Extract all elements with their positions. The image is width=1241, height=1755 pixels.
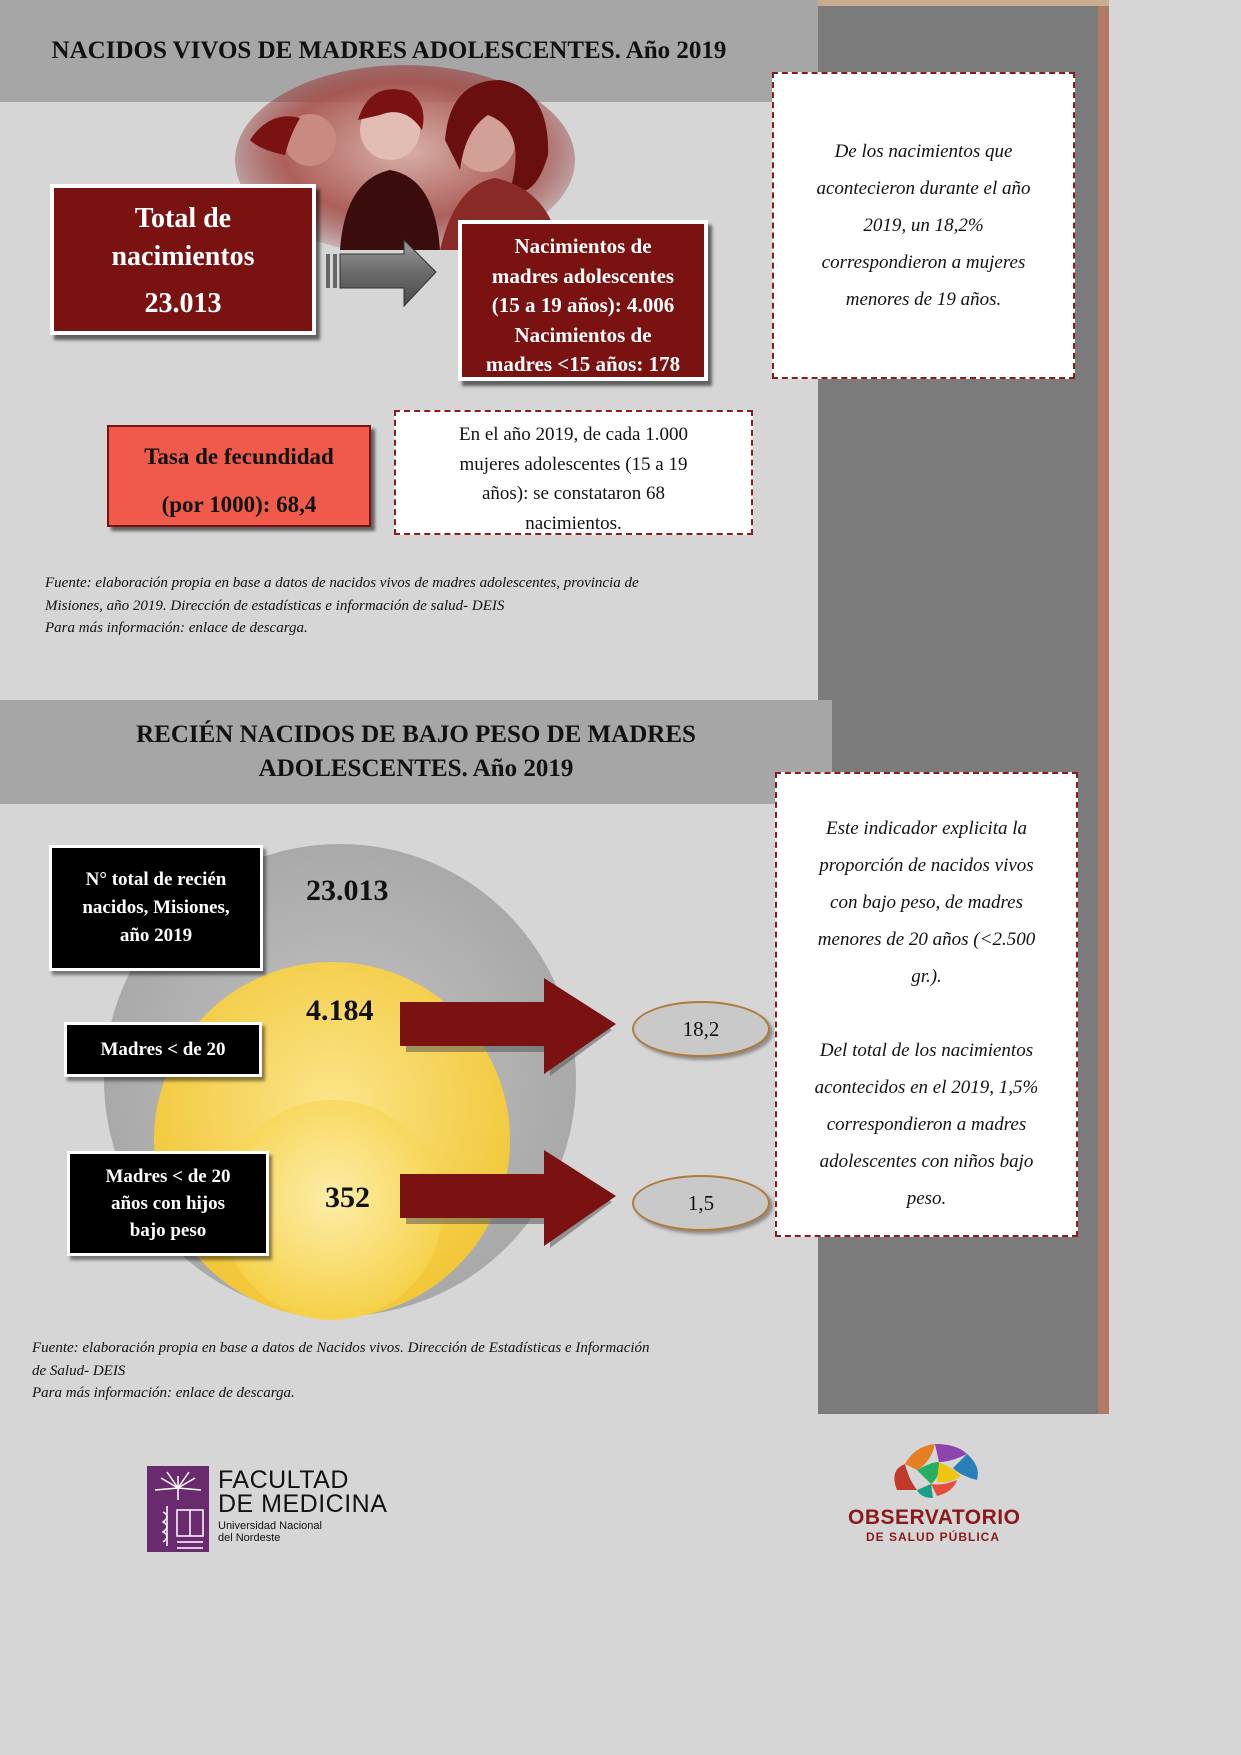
note-line: años): se constataron 68 <box>481 483 666 504</box>
note-line: nacimientos. <box>525 512 622 534</box>
note-line: correspondieron a mujeres <box>821 252 1026 273</box>
total-births-label: Total de <box>134 203 232 234</box>
note-line: acontecieron durante el año <box>816 178 1031 199</box>
note-line: menores de 20 años (<2.500 <box>817 929 1036 950</box>
faculty-university: del Nordeste <box>218 1532 281 1544</box>
note-line: Este indicador explicita la <box>825 818 1028 839</box>
faculty-name-line: DE MEDICINA <box>218 1490 388 1518</box>
source-line: Misiones, año 2019. Dirección de estadísticas e información de salud- DEIS <box>45 597 505 614</box>
total-births-label-2: nacimientos <box>111 241 255 272</box>
section1-source <box>45 572 805 640</box>
adolescent-births-box <box>458 220 708 381</box>
percent-oval: 1,5 <box>632 1175 770 1231</box>
note-line: correspondieron a madres <box>826 1114 1027 1135</box>
download-link[interactable]: Para más información: enlace de descarga. <box>45 620 308 636</box>
fertility-rate-value: (por 1000): 68,4 <box>161 492 317 517</box>
label-line: Madres < de 20 <box>105 1166 231 1187</box>
note-line: gr.). <box>911 966 942 987</box>
section2-note <box>775 772 1078 1237</box>
label-total-newborns <box>49 845 263 971</box>
section2-title-line: RECIÉN NACIDOS DE BAJO PESO DE MADRES <box>136 721 696 748</box>
right-arrow-icon <box>322 238 438 308</box>
faculty-name-line: FACULTAD <box>218 1466 349 1494</box>
note-line: acontecidos en el 2019, 1,5% <box>814 1077 1039 1098</box>
total-births-value: 23.013 <box>144 288 222 319</box>
right-edge-stripe <box>1098 0 1109 1414</box>
note-line: 2019, un 18,2% <box>863 215 984 236</box>
note-line: Del total de los nacimientos <box>819 1040 1034 1061</box>
adolescent-births-line: Nacimientos de <box>514 322 652 347</box>
observatorio-name <box>848 1506 1021 1544</box>
section2-title <box>0 700 832 804</box>
top-edge-stripe <box>818 0 1109 6</box>
value-mothers-under-20: 4.184 <box>306 994 374 1027</box>
note-line: En el año 2019, de cada 1.000 <box>459 424 688 445</box>
value-total-newborns: 23.013 <box>306 874 389 907</box>
source-line: Fuente: elaboración propia en base a datos de nacidos vivos de madres adolescentes, provincia de <box>45 575 639 591</box>
faculty-name <box>218 1468 387 1544</box>
section2-title-line: ADOLESCENTES. Año 2019 <box>258 755 574 782</box>
adolescent-births-line: madres adolescentes <box>491 263 675 288</box>
label-line: nacidos, Misiones, <box>82 897 230 918</box>
note-line: con bajo peso, de madres <box>830 892 1023 913</box>
label-line: bajo peso <box>129 1220 207 1241</box>
right-arrow-icon <box>400 1150 618 1250</box>
note-line: menores de 19 años. <box>845 289 1002 310</box>
label-line: N° total de recién <box>85 869 227 890</box>
right-arrow-icon <box>400 978 618 1078</box>
note-line: adolescentes con niños bajo <box>819 1151 1034 1172</box>
adolescent-births-line: madres <15 años: 178 <box>485 352 681 376</box>
faculty-university: Universidad Nacional <box>218 1520 322 1532</box>
section2-source <box>32 1337 812 1405</box>
observatorio-name-line: OBSERVATORIO <box>848 1506 1021 1529</box>
section1-title: NACIDOS VIVOS DE MADRES ADOLESCENTES. Año 2019 <box>0 0 818 102</box>
fertility-rate-box <box>107 425 371 527</box>
note-line: mujeres adolescentes (15 a 19 <box>459 453 688 475</box>
observatorio-subtitle: DE SALUD PÚBLICA <box>865 1530 1000 1544</box>
download-link[interactable]: Para más información: enlace de descarga. <box>32 1385 295 1401</box>
value-low-weight: 352 <box>325 1181 370 1214</box>
source-line: de Salud- DEIS <box>32 1362 126 1379</box>
note-line: proporción de nacidos vivos <box>819 855 1034 876</box>
label-low-weight <box>67 1151 269 1256</box>
section1-note <box>772 72 1075 379</box>
faculty-logo <box>147 1466 209 1552</box>
adolescent-births-line: Nacimientos de <box>514 234 652 258</box>
note-line: peso. <box>906 1188 947 1209</box>
adolescent-births-line: (15 a 19 años): 4.006 <box>491 293 675 317</box>
label-line: año 2019 <box>119 925 193 946</box>
label-mothers-under-20: Madres < de 20 <box>64 1022 262 1077</box>
fertility-rate-label: Tasa de fecundidad <box>144 444 334 469</box>
fertility-rate-note <box>394 410 753 535</box>
label-line: años con hijos <box>110 1193 226 1214</box>
percent-oval: 18,2 <box>632 1001 770 1057</box>
observatorio-logo <box>887 1440 983 1502</box>
total-births-box <box>50 184 316 335</box>
note-line: De los nacimientos que <box>834 141 1013 162</box>
source-line: Fuente: elaboración propia en base a datos de Nacidos vivos. Dirección de Estadísticas e Información <box>32 1340 650 1356</box>
